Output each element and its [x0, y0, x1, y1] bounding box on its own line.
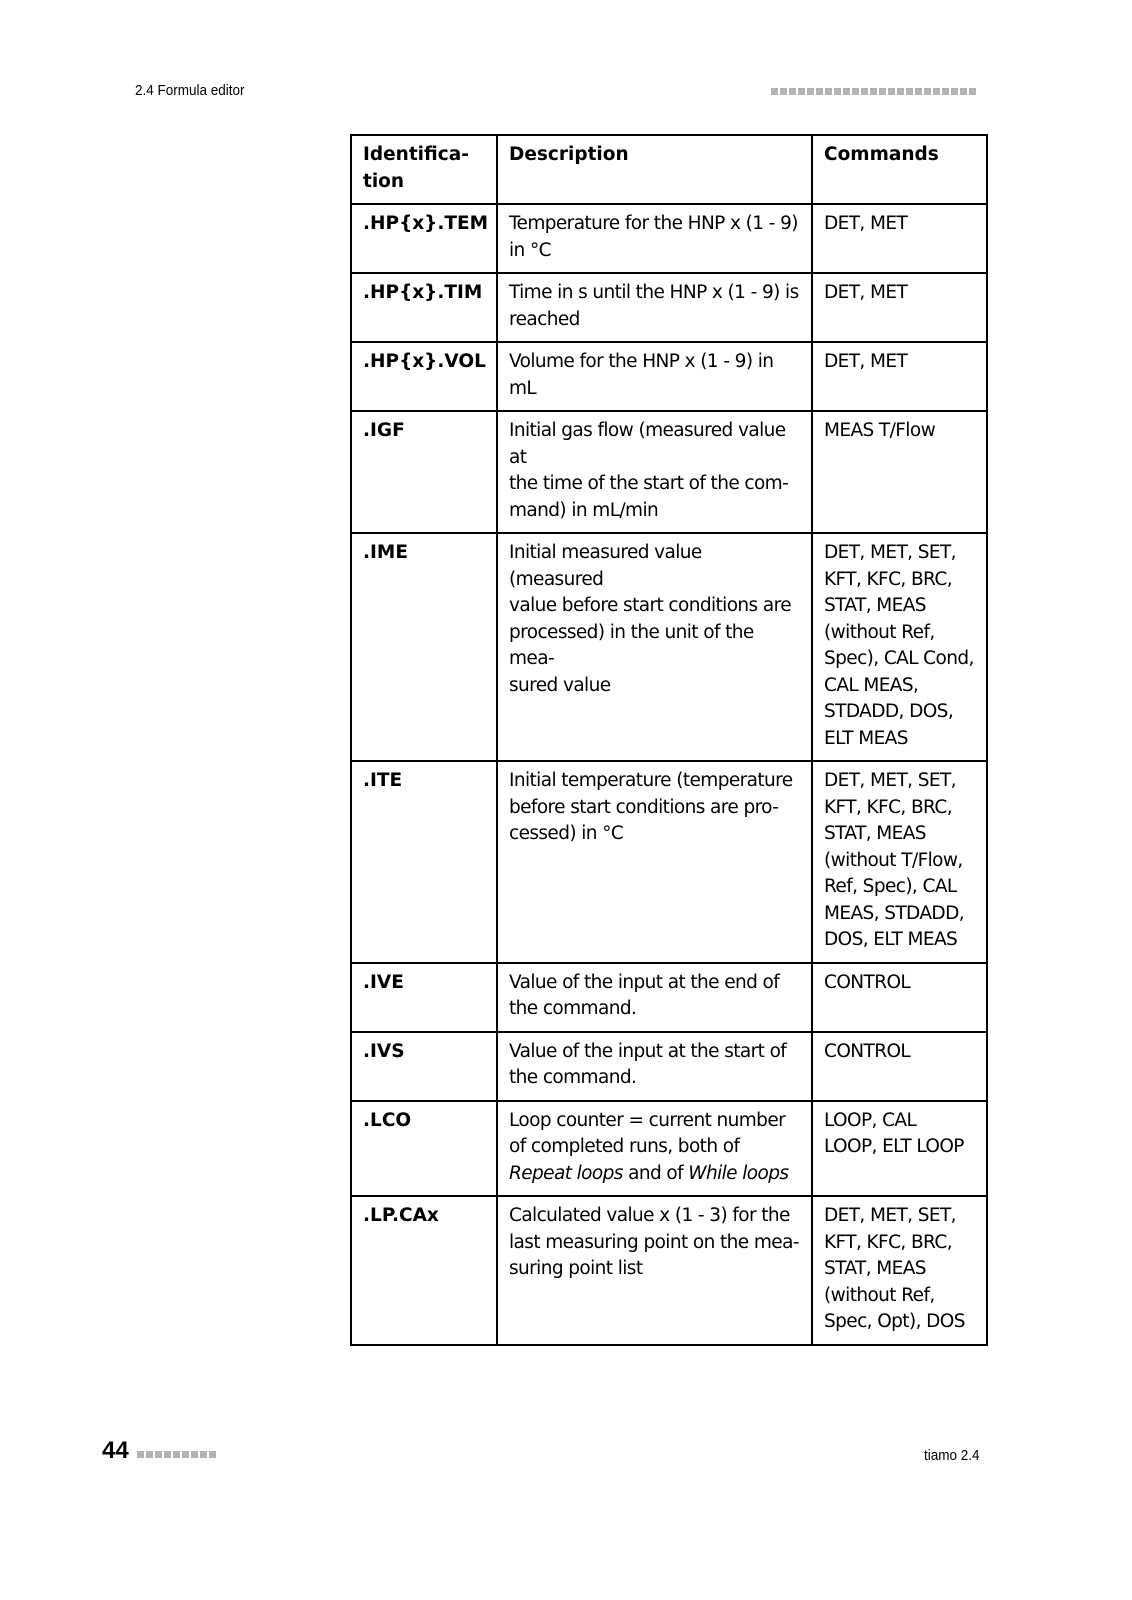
decoration-square	[771, 88, 778, 95]
decoration-square	[942, 88, 949, 95]
table-header-row	[351, 135, 987, 204]
cell-identification: .IGF	[351, 411, 497, 533]
cell-description: Calculated value x (1 - 3) for the last measuring point on the mea- suring point list	[497, 1196, 812, 1345]
cell-commands: DET, MET, SET, KFT, KFC, BRC, STAT, MEAS (without Ref, Spec, Opt), DOS	[812, 1196, 987, 1345]
description-fragment: and of	[622, 1162, 689, 1184]
cell-description: Value of the input at the start of the command.	[497, 1032, 812, 1101]
decoration-square	[807, 88, 814, 95]
cell-commands: DET, MET, SET, KFT, KFC, BRC, STAT, MEAS (without Ref, Spec), CAL Cond, CAL MEAS, STDADD, DOS, ELT MEAS	[812, 533, 987, 761]
decoration-square	[861, 88, 868, 95]
cell-identification: .HP{x}.TEM	[351, 204, 497, 273]
cell-commands: CONTROL	[812, 963, 987, 1032]
decoration-square	[209, 1451, 216, 1458]
header-description: Description	[497, 135, 812, 204]
decoration-square	[933, 88, 940, 95]
cell-description: Initial gas flow (measured value at the time of the start of the com- mand) in mL/min	[497, 411, 812, 533]
table-row	[351, 204, 987, 273]
footer-decoration	[137, 1451, 216, 1458]
header-commands: Commands	[812, 135, 987, 204]
cell-commands: DET, MET	[812, 342, 987, 411]
table-row	[351, 411, 987, 533]
table-row	[351, 533, 987, 761]
cell-description	[497, 1101, 812, 1197]
cell-commands: DET, MET, SET, KFT, KFC, BRC, STAT, MEAS (without T/Flow, Ref, Spec), CAL MEAS, STDADD, DOS, ELT MEAS	[812, 761, 987, 963]
parameter-table	[350, 134, 988, 1346]
header-decoration	[771, 88, 976, 95]
description-line: Loop counter = current number	[509, 1109, 786, 1131]
cell-identification: .ITE	[351, 761, 497, 963]
cell-identification: .LP.CAx	[351, 1196, 497, 1345]
table-row	[351, 1032, 987, 1101]
decoration-square	[155, 1451, 162, 1458]
table-row	[351, 963, 987, 1032]
table-row	[351, 342, 987, 411]
decoration-square	[173, 1451, 180, 1458]
table-row	[351, 1196, 987, 1345]
decoration-square	[182, 1451, 189, 1458]
decoration-square	[906, 88, 913, 95]
cell-description: Value of the input at the end of the command.	[497, 963, 812, 1032]
cell-commands: LOOP, CAL LOOP, ELT LOOP	[812, 1101, 987, 1197]
description-line: of completed runs, both of	[509, 1136, 740, 1157]
decoration-square	[825, 88, 832, 95]
table-row	[351, 761, 987, 963]
decoration-square	[897, 88, 904, 95]
decoration-square	[780, 88, 787, 95]
decoration-square	[191, 1451, 198, 1458]
cell-identification: .IME	[351, 533, 497, 761]
table-row	[351, 1101, 987, 1197]
decoration-square	[915, 88, 922, 95]
section-title: 2.4 Formula editor	[135, 82, 245, 99]
decoration-square	[951, 88, 958, 95]
cell-description: Initial temperature (temperature before start conditions are pro- cessed) in °C	[497, 761, 812, 963]
decoration-square	[879, 88, 886, 95]
cell-identification: .IVS	[351, 1032, 497, 1101]
decoration-square	[146, 1451, 153, 1458]
header-identification: Identifica- tion	[351, 135, 497, 204]
cell-commands: MEAS T/Flow	[812, 411, 987, 533]
decoration-square	[164, 1451, 171, 1458]
table-row	[351, 273, 987, 342]
decoration-square	[969, 88, 976, 95]
italic-term: While loops	[688, 1162, 789, 1184]
cell-identification: .IVE	[351, 963, 497, 1032]
decoration-square	[924, 88, 931, 95]
decoration-square	[789, 88, 796, 95]
decoration-square	[834, 88, 841, 95]
decoration-square	[852, 88, 859, 95]
cell-identification: .HP{x}.VOL	[351, 342, 497, 411]
decoration-square	[960, 88, 967, 95]
cell-description: Initial measured value (measured value before start conditions are processed) in the unit of the mea- sured value	[497, 533, 812, 761]
cell-identification: .LCO	[351, 1101, 497, 1197]
decoration-square	[888, 88, 895, 95]
decoration-square	[137, 1451, 144, 1458]
page-number: 44	[102, 1437, 129, 1464]
cell-commands: DET, MET	[812, 204, 987, 273]
decoration-square	[798, 88, 805, 95]
cell-commands: CONTROL	[812, 1032, 987, 1101]
cell-description: Temperature for the HNP x (1 - 9) in °C	[497, 204, 812, 273]
italic-term: Repeat loops	[509, 1162, 623, 1184]
cell-commands: DET, MET	[812, 273, 987, 342]
decoration-square	[816, 88, 823, 95]
cell-description: Time in s until the HNP x (1 - 9) is reached	[497, 273, 812, 342]
product-name: tiamo 2.4	[924, 1447, 980, 1464]
decoration-square	[200, 1451, 207, 1458]
decoration-square	[870, 88, 877, 95]
cell-description: Volume for the HNP x (1 - 9) in mL	[497, 342, 812, 411]
decoration-square	[843, 88, 850, 95]
cell-identification: .HP{x}.TIM	[351, 273, 497, 342]
